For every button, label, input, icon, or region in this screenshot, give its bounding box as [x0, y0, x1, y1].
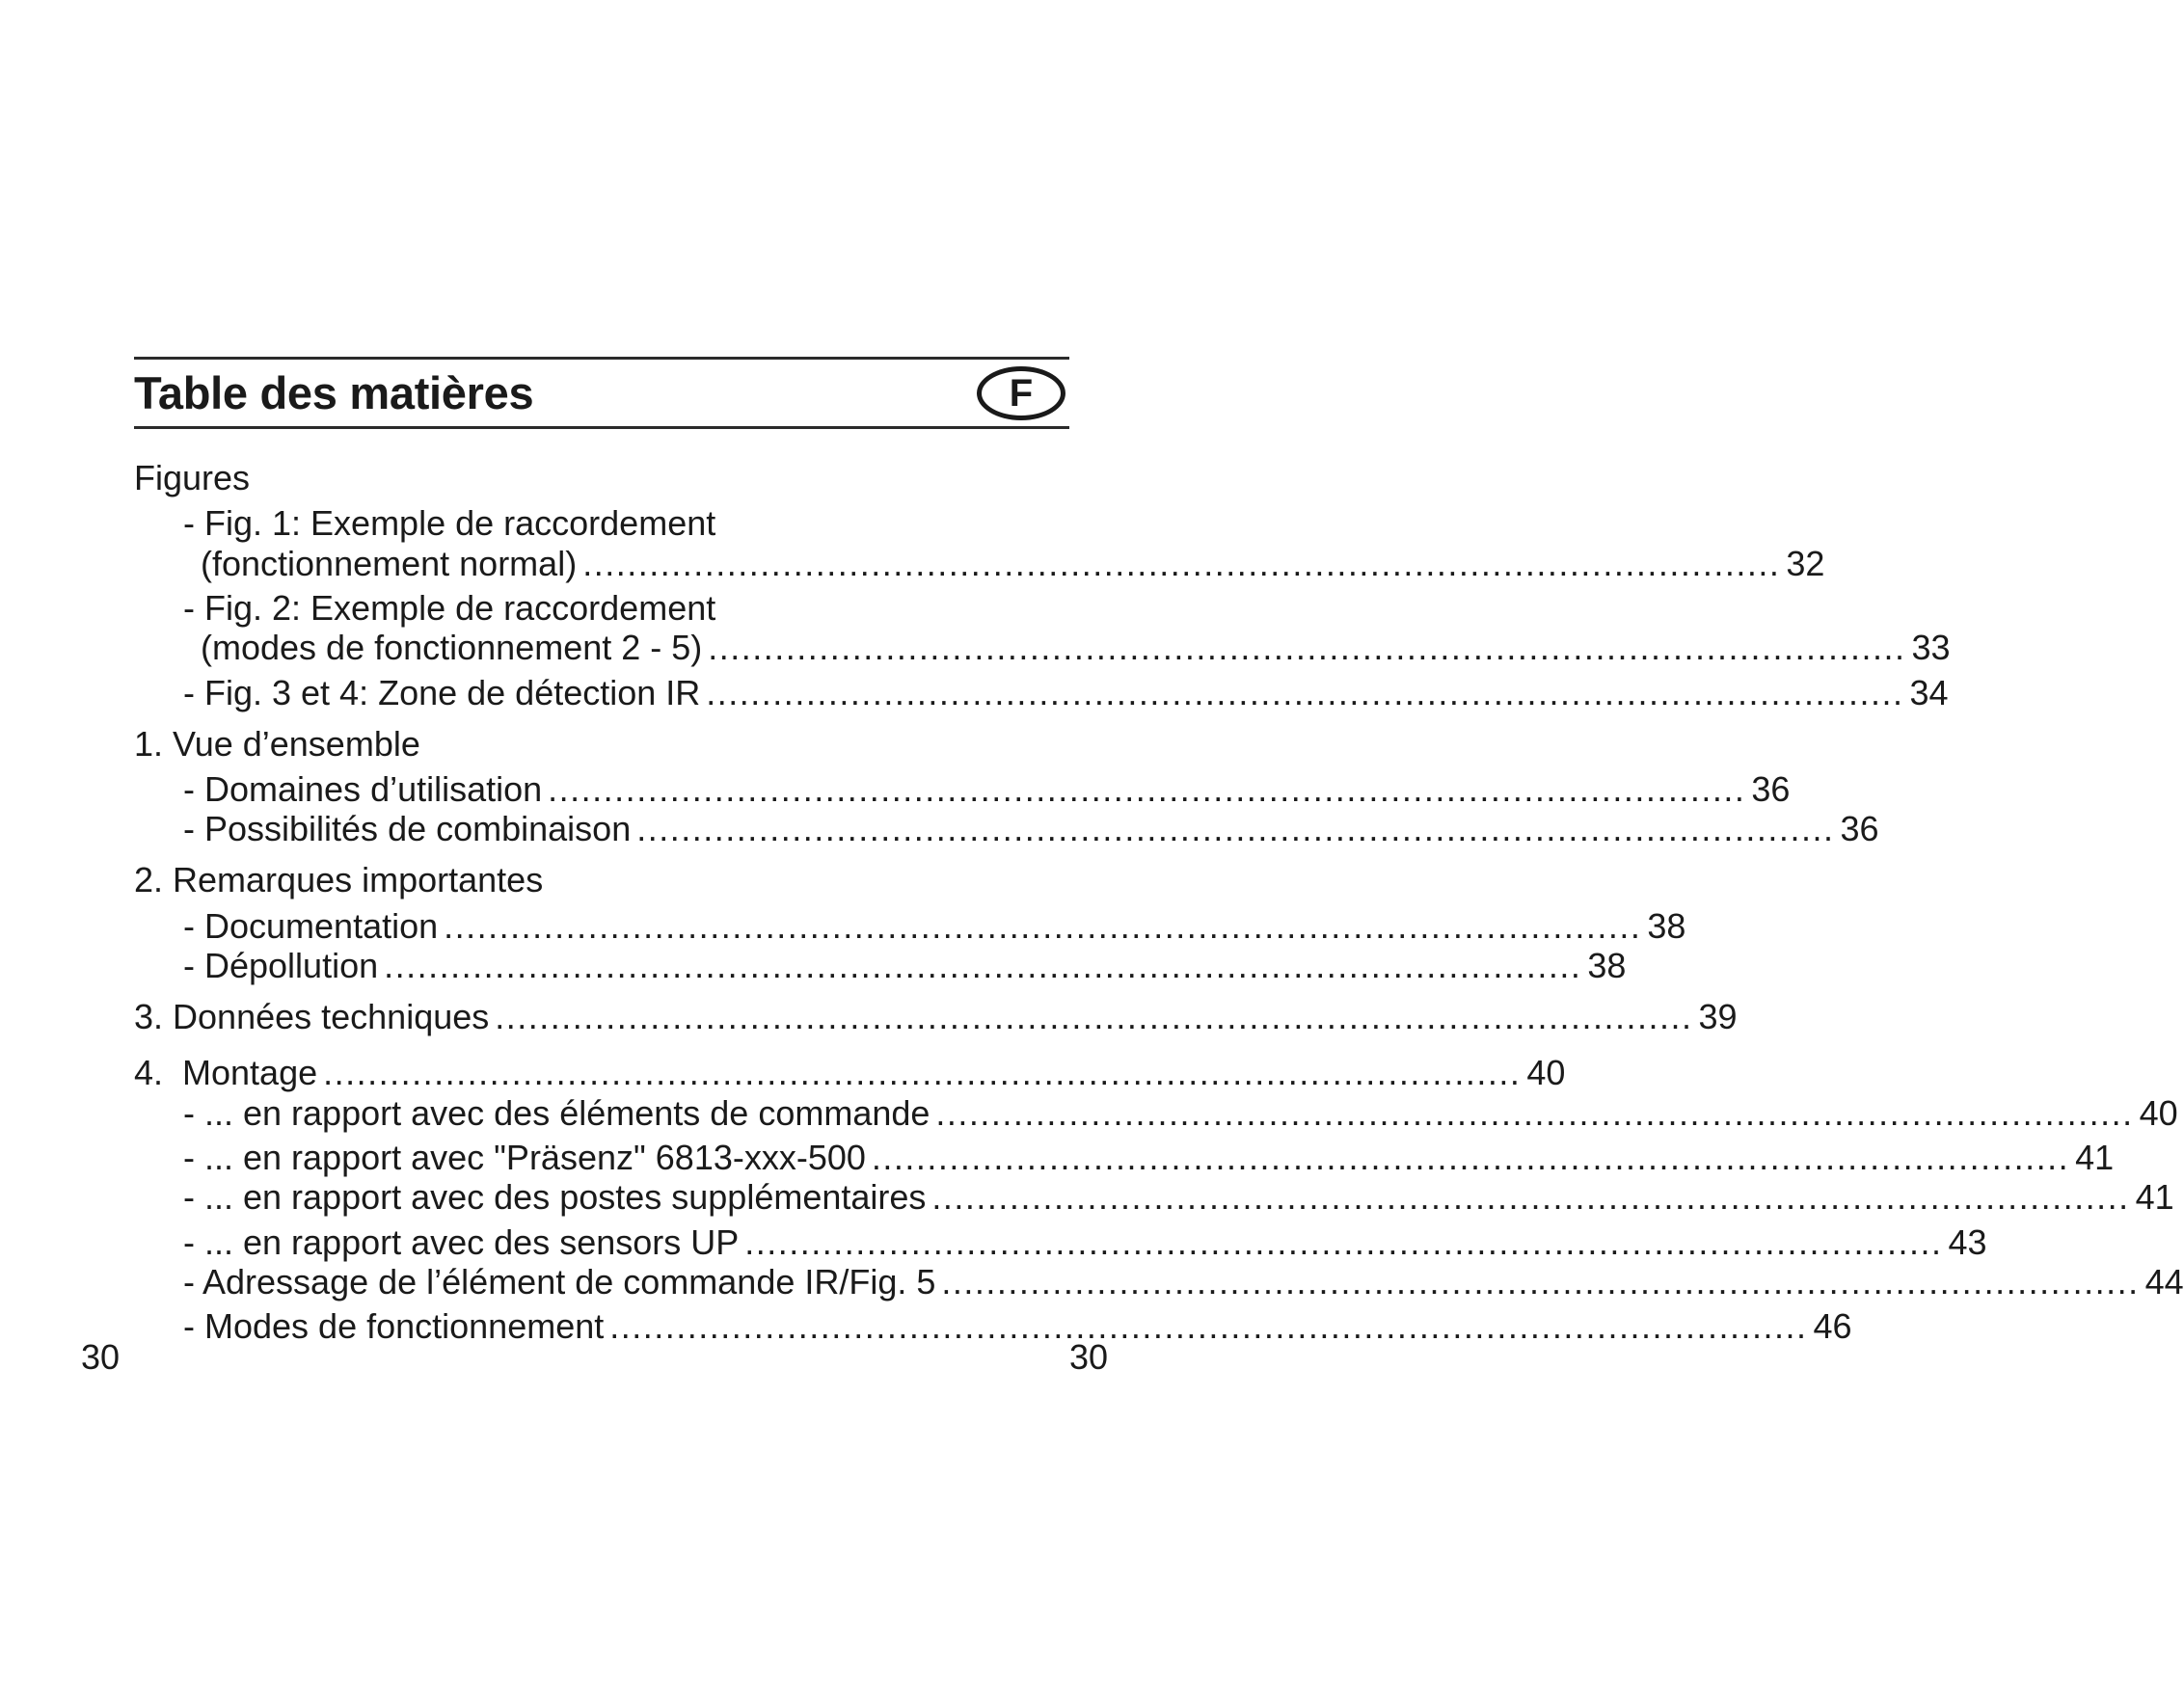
toc-page-number: 40 [1526, 1053, 1566, 1092]
toc-heading-figures: Figures [134, 458, 251, 497]
toc-entry-section-4[interactable] [134, 1052, 1566, 1094]
toc-leader-dots: ............................................................................................................ [744, 1222, 1943, 1262]
toc-entry-label: - Adressage de l’élément de commande IR/Fig. 5 [183, 1262, 936, 1302]
toc-page-number: 44 [2144, 1262, 2184, 1302]
toc-page-number: 46 [1813, 1306, 1852, 1346]
header-top-rule [134, 357, 1069, 360]
toc-entry-fig2-line1: - Fig. 2: Exemple de raccordement [183, 588, 716, 628]
toc-leader-dots: ............................................................................................................ [495, 997, 1693, 1036]
toc-page-number: 38 [1647, 906, 1686, 946]
toc-page-number: 41 [2135, 1177, 2174, 1217]
toc-entry-label: - Possibilités de combinaison [183, 809, 632, 848]
toc-entry-domaines[interactable] [183, 768, 1791, 811]
toc-entry-label: (fonctionnement normal) [201, 544, 578, 583]
toc-page-number: 34 [1909, 673, 1949, 712]
toc-leader-dots: ............................................................................................................ [931, 1177, 2130, 1217]
toc-leader-dots: ............................................................................................................ [935, 1093, 2134, 1133]
toc-entry-label: - ... en rapport avec des éléments de commande [183, 1093, 930, 1133]
toc-page-number: 33 [1911, 628, 1951, 667]
toc-page-number: 32 [1786, 544, 1825, 583]
toc-leader-dots: ............................................................................................................ [609, 1306, 1808, 1346]
toc-entry-label: - ... en rapport avec "Präsenz" 6813-xxx-500 [183, 1138, 866, 1177]
toc-page-number: 39 [1698, 997, 1738, 1036]
toc-entry-label: - ... en rapport avec des postes supplémentaires [183, 1177, 927, 1217]
toc-entry-elements-commande[interactable] [183, 1092, 2178, 1135]
toc-leader-dots: ............................................................................................................ [871, 1138, 2070, 1177]
toc-entry-label: - Domaines d’utilisation [183, 769, 543, 809]
toc-leader-dots: ............................................................................................................ [444, 906, 1642, 946]
toc-entry-label: (modes de fonctionnement 2 - 5) [201, 628, 703, 667]
toc-entry-sensors-up[interactable] [183, 1221, 1987, 1264]
toc-entry-modes-fonctionnement[interactable] [183, 1305, 1852, 1348]
toc-entry-presenz[interactable] [183, 1137, 2115, 1179]
toc-entry-fig1[interactable] [201, 543, 1825, 585]
toc-leader-dots: ............................................................................................................ [384, 946, 1582, 985]
toc-entry-fig2[interactable] [201, 627, 1951, 669]
toc-entry-fig1-line1: - Fig. 1: Exemple de raccordement [183, 503, 716, 543]
toc-entry-possibilites[interactable] [183, 808, 1879, 850]
toc-entry-label: - Documentation [183, 906, 439, 946]
toc-leader-dots: ............................................................................................................ [708, 628, 1906, 667]
language-badge [977, 366, 1065, 420]
page-number-right: 30 [1069, 1337, 1109, 1377]
toc-entry-label: - Dépollution [183, 946, 379, 985]
toc-entry-label: - Modes de fonctionnement [183, 1306, 605, 1346]
toc-page-number: 38 [1587, 946, 1627, 985]
toc-heading-section-2: 2. Remarques importantes [134, 860, 544, 899]
toc-entry-documentation[interactable] [183, 905, 1686, 948]
language-badge-label: F [1009, 372, 1034, 415]
toc-entry-fig34[interactable] [183, 672, 1949, 714]
toc-page-number: 41 [2075, 1138, 2115, 1177]
toc-entry-section-3[interactable] [134, 996, 1738, 1038]
toc-entry-postes-supplementaires[interactable] [183, 1176, 2174, 1219]
toc-leader-dots: ............................................................................................................ [636, 809, 1835, 848]
toc-entry-depollution[interactable] [183, 945, 1627, 987]
page-number-left: 30 [81, 1337, 121, 1377]
toc-heading-section-1: 1. Vue d’ensemble [134, 724, 420, 764]
toc-page-number: 36 [1840, 809, 1879, 848]
toc-page-number: 40 [2139, 1093, 2178, 1133]
toc-page-number: 36 [1751, 769, 1791, 809]
toc-leader-dots: ............................................................................................................ [941, 1262, 2140, 1302]
toc-entry-adressage[interactable] [183, 1261, 2184, 1303]
header-bottom-rule [134, 426, 1069, 429]
toc-entry-label: - Fig. 3 et 4: Zone de détection IR [183, 673, 701, 712]
toc-leader-dots: ............................................................................................................ [706, 673, 1904, 712]
toc-entry-label: - ... en rapport avec des sensors UP [183, 1222, 740, 1262]
toc-page-number: 43 [1948, 1222, 1987, 1262]
toc-leader-dots: ............................................................................................................ [323, 1053, 1522, 1092]
toc-entry-label: 3. Données techniques [134, 997, 490, 1036]
toc-leader-dots: ............................................................................................................ [582, 544, 1781, 583]
page-title: Table des matières [134, 367, 534, 418]
toc-leader-dots: ............................................................................................................ [548, 769, 1746, 809]
toc-entry-label: 4. Montage [134, 1053, 318, 1092]
